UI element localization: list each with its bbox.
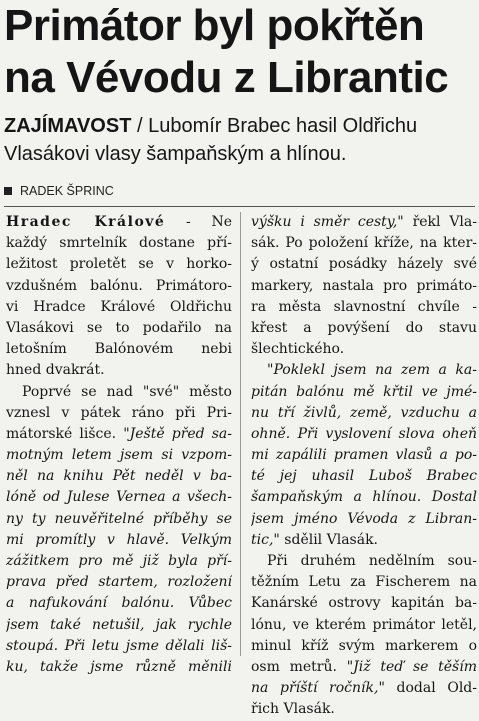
article-text: lónu, ve kterém primátor letěl, — [251, 616, 477, 633]
article-line — [251, 699, 477, 720]
byline-author: RADEK ŠPRINC — [20, 184, 114, 198]
article-line — [251, 424, 477, 445]
column-divider — [240, 212, 241, 656]
article-text: jsem také netušil, jak rychle — [6, 616, 232, 633]
article-text: jsem jméno Vévoda z Libran- — [251, 510, 477, 527]
article-line — [6, 403, 232, 424]
article-text: těžním Letu za Fischerem na — [251, 574, 477, 591]
article-line — [251, 297, 477, 318]
article-line — [6, 254, 232, 275]
article-line — [6, 276, 232, 297]
article-text: té jej uhasil Luboš Brabec — [251, 468, 477, 485]
article-column-left — [6, 212, 232, 678]
article-line — [251, 551, 477, 572]
article-text: a nafukování balónu. Vůbec — [6, 595, 232, 612]
article-text: letošním Balónovém nebi — [6, 341, 232, 358]
article-line — [6, 551, 232, 572]
byline — [4, 184, 114, 198]
article-line — [251, 466, 477, 487]
article-text: Kanárské ostrovy kapitán ba- — [251, 595, 477, 612]
article-text: Poprvé se nad "své" město — [22, 383, 232, 400]
article-line — [251, 403, 477, 424]
article-line — [251, 636, 477, 657]
article-text: řich Vlasák. — [251, 701, 335, 718]
lead-line-1 — [4, 112, 476, 140]
article-text: pitán balónu mě křtil ve jmé- — [251, 383, 477, 400]
article-line — [6, 509, 232, 530]
byline-rule — [4, 206, 475, 207]
article-text: prava před startem, rozložení — [6, 574, 232, 591]
headline — [4, 0, 476, 104]
article-line — [251, 487, 477, 508]
article-line — [6, 487, 232, 508]
article-line — [251, 360, 477, 381]
article-text: minul kříž svým markerem o — [251, 637, 477, 654]
headline-line-1: Primátor byl pokřtěn — [4, 1, 425, 50]
article-line — [251, 212, 477, 233]
article-line — [251, 339, 477, 360]
article-line — [6, 360, 232, 381]
article-text: každý smrtelník dostane pří- — [6, 235, 232, 252]
article-line — [251, 233, 477, 254]
article-text: ležitost proletět se v horko- — [6, 256, 232, 273]
article-text: "Již teď se těším — [346, 658, 477, 675]
article-column-right — [251, 212, 477, 721]
article-line — [251, 530, 477, 551]
article-line — [251, 657, 477, 678]
article-line — [251, 276, 477, 297]
article-text: tic," — [251, 531, 280, 548]
article-text: sák. Po položení kříže, na kter- — [251, 235, 477, 252]
lead-paragraph — [4, 112, 476, 168]
article-line — [6, 297, 232, 318]
article-text: motným letem jsem si vzpom- — [6, 447, 232, 464]
article-text: - Ne — [165, 214, 232, 230]
article-line — [6, 318, 232, 339]
article-line — [251, 318, 477, 339]
article-text: šampaňským a hlínou. Dostal — [251, 489, 477, 506]
article-text: nu tří živlů, země, vzduchu a — [251, 404, 477, 421]
article-line — [6, 572, 232, 593]
article-text: ohně. Při vyslovení slova oheň — [251, 425, 477, 442]
article-line — [251, 678, 477, 699]
article-line — [6, 424, 232, 445]
article-line — [251, 615, 477, 636]
article-text: dodal Old- — [384, 680, 477, 697]
article-text: ny ty neuvěřitelné příběhy se — [6, 510, 232, 527]
article-line — [251, 593, 477, 614]
article-line — [251, 572, 477, 593]
article-text: Při druhém nedělním sou- — [267, 553, 477, 569]
article-line — [251, 509, 477, 530]
article-text: osm metrů. — [251, 658, 347, 675]
article-line — [6, 212, 232, 233]
article-text: ku, takže jsme různě měnili — [6, 658, 232, 675]
article-text: na příští ročník," — [251, 680, 385, 697]
article-text: Vlasákovi se to podařilo na — [6, 319, 232, 336]
article-line — [6, 339, 232, 360]
article-text: ý ostatní posádky házely své — [251, 256, 477, 273]
article-text: lóně od Julese Vernea a všech- — [6, 489, 232, 506]
article-text: "Poklekl jsem na zem a ka- — [267, 362, 477, 379]
headline-line-2: na Vévodu z Librantic — [4, 53, 449, 102]
article-line — [6, 593, 232, 614]
article-text: výšku i směr cesty," — [251, 214, 404, 230]
article-text: vzdušném balónu. Primátoro- — [6, 277, 232, 294]
article-text: mi promítly v hlavě. Velkým — [6, 531, 232, 548]
article-text: zážitkem pro mě již byla pří- — [6, 553, 232, 569]
article-text: vznesl v pátek ráno při Pri- — [6, 404, 232, 421]
lead-kicker: ZAJÍMAVOST — [4, 115, 132, 137]
lead-line-2: Vlasákovi vlasy šampaňským a hlínou. — [4, 143, 347, 165]
article-text: něl na knihu Pět neděl v ba- — [6, 468, 232, 485]
article-line — [251, 254, 477, 275]
article-text: křest a povýšení do stavu — [251, 319, 477, 336]
article-text: mi zapálili pramen vlasů a po- — [251, 447, 477, 464]
article-line — [6, 530, 232, 551]
article-text: stoupá. Při letu jsme dělali liš- — [6, 637, 232, 654]
article-line — [6, 466, 232, 487]
article-text: vi Hradce Králové Oldřichu — [6, 298, 232, 315]
article-text: řekl Vla- — [403, 214, 477, 230]
article-text: šlechtického. — [251, 341, 345, 358]
article-text: ra města slavnostní chvíle - — [251, 298, 477, 315]
article-text: mátorské lišce. — [6, 425, 124, 442]
article-text: hned dvakrát. — [6, 362, 105, 379]
dateline-city: Hradec Králové — [6, 214, 166, 230]
article-text: sdělil Vlasák. — [279, 531, 379, 548]
article-line — [251, 445, 477, 466]
article-line — [6, 615, 232, 636]
square-bullet-icon — [4, 187, 12, 195]
lead-line-1-text: Lubomír Brabec hasil Oldřichu — [148, 115, 418, 137]
article-line — [6, 382, 232, 403]
article-text: "Ještě před sa- — [123, 425, 232, 442]
article-line — [6, 657, 232, 678]
article-text: markery, nastala pro primáto- — [251, 277, 477, 294]
article-line — [6, 636, 232, 657]
lead-separator: / — [131, 115, 149, 137]
article-line — [6, 233, 232, 254]
article-line — [6, 445, 232, 466]
article-line — [251, 382, 477, 403]
